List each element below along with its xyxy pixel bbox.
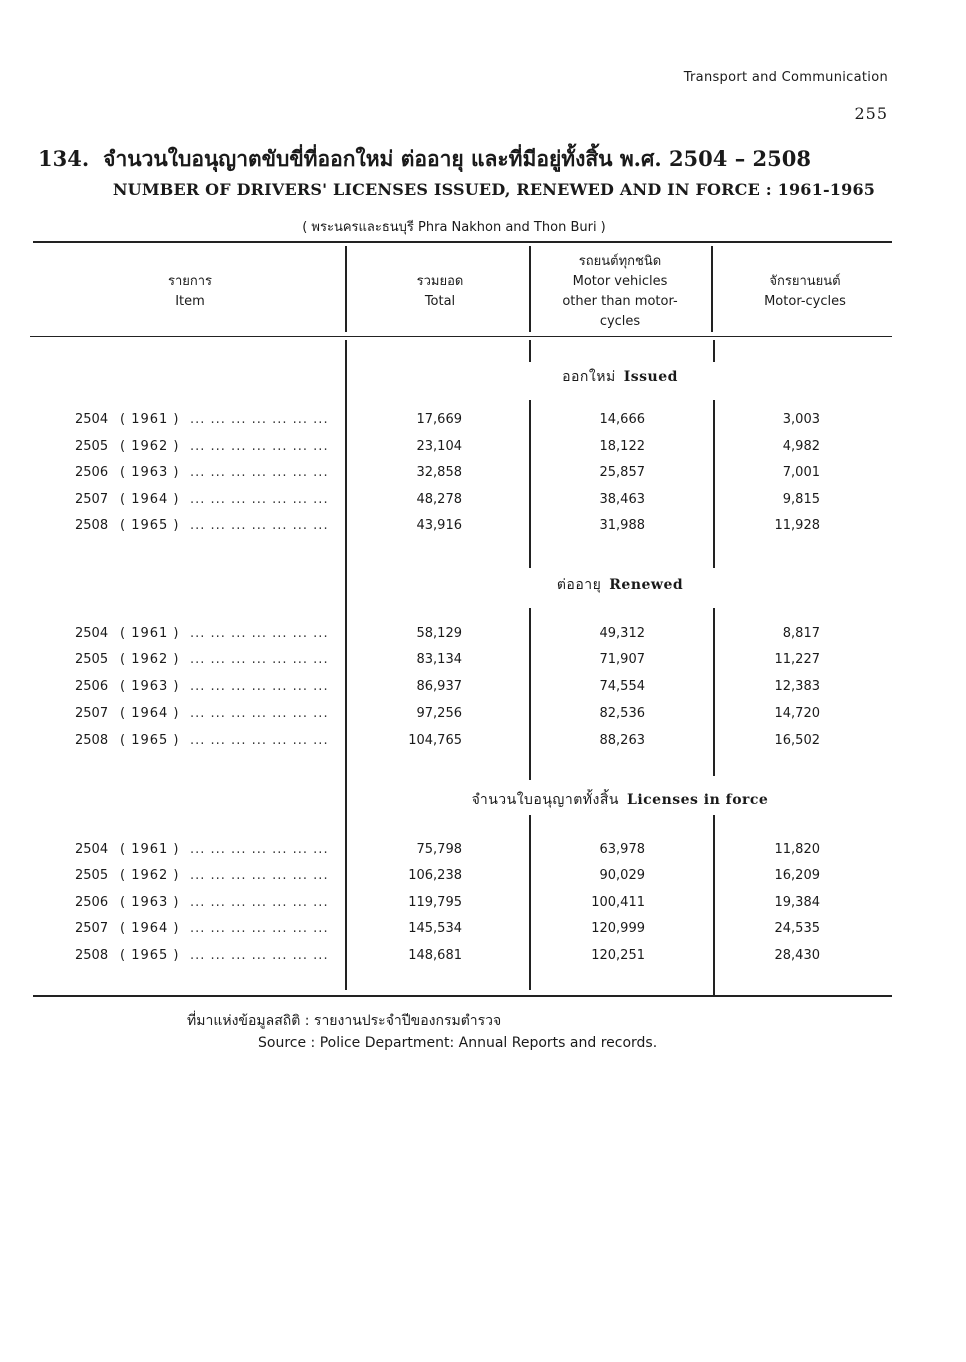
cell-motor-vehicles: 120,999 [591,921,645,936]
cell-motor-cycles: 8,817 [782,626,820,641]
column-header-motor-english-2: other than motor- [562,294,678,309]
column-header-cycles-thai: จักรยานยนต์ [769,274,841,289]
leader-dots: ... ... ... ... ... ... ... [190,868,329,883]
leader-dots: ... ... ... ... ... ... ... [190,465,329,480]
year-english: ( 1962 ) [120,652,180,667]
table-row [0,733,966,755]
cell-motor-vehicles: 25,857 [599,465,645,480]
column-header-total [370,272,510,312]
table-row [0,412,966,434]
section-label-in-force-english: Licenses in force [626,792,769,808]
year-thai: 2508 [75,518,109,533]
column-header-motor-english-3: cycles [599,314,641,329]
leader-dots: ... ... ... ... ... ... ... [190,652,329,667]
cell-motor-vehicles: 63,978 [599,842,645,857]
cell-motor-vehicles: 120,251 [591,948,645,963]
table-row [0,679,966,701]
year-thai: 2504 [75,412,109,427]
leader-dots: ... ... ... ... ... ... ... [190,733,329,748]
cell-motor-cycles: 19,384 [774,895,820,910]
table-top-rule [33,241,892,243]
cell-motor-cycles: 16,502 [774,733,820,748]
table-row [0,518,966,540]
year-thai: 2506 [75,679,109,694]
column-divider-1 [345,246,347,332]
table-row [0,868,966,890]
table-title-english: NUMBER OF DRIVERS' LICENSES ISSUED, RENEWED AND IN FORCE : 1961-1965 [112,180,876,199]
cell-total: 83,134 [416,652,462,667]
year-english: ( 1961 ) [120,842,180,857]
table-row [0,948,966,970]
cell-motor-cycles: 7,001 [782,465,820,480]
cell-total: 86,937 [416,679,462,694]
table-row [0,439,966,461]
year-english: ( 1962 ) [120,868,180,883]
cell-motor-cycles: 11,227 [774,652,820,667]
year-english: ( 1965 ) [120,948,180,963]
section-header: Transport and Communication [683,70,888,85]
cell-motor-vehicles: 74,554 [599,679,645,694]
page-number: 255 [854,104,888,123]
cell-total: 48,278 [416,492,462,507]
section-label-renewed [480,574,760,596]
source-note-english: Source : Police Department: Annual Reports and records. [258,1035,658,1051]
column-divider-3-body [713,340,715,362]
cell-motor-cycles: 11,820 [774,842,820,857]
year-thai: 2505 [75,652,109,667]
year-thai: 2506 [75,465,109,480]
cell-total: 106,238 [408,868,462,883]
cell-motor-cycles: 24,535 [774,921,820,936]
year-thai: 2504 [75,842,109,857]
leader-dots: ... ... ... ... ... ... ... [190,626,329,641]
cell-motor-vehicles: 31,988 [599,518,645,533]
table-bottom-rule [33,995,892,997]
section-label-issued-thai: ออกใหม่ [562,369,616,385]
source-note-thai: ที่มาแห่งข้อมูลสถิติ : รายงานประจำปีของกรมตำรวจ [187,1013,502,1029]
cell-motor-vehicles: 88,263 [599,733,645,748]
section-label-renewed-english: Renewed [609,577,684,593]
year-english: ( 1965 ) [120,733,180,748]
column-divider-2-body [529,340,531,362]
column-divider-2 [529,246,531,332]
cell-motor-cycles: 28,430 [774,948,820,963]
year-english: ( 1962 ) [120,439,180,454]
cell-motor-vehicles: 71,907 [599,652,645,667]
table-row [0,465,966,487]
table-row [0,652,966,674]
cell-motor-cycles: 14,720 [774,706,820,721]
table-row [0,626,966,648]
year-thai: 2508 [75,948,109,963]
column-header-total-english: Total [424,294,456,309]
cell-motor-cycles: 16,209 [774,868,820,883]
cell-motor-vehicles: 49,312 [599,626,645,641]
column-header-item-thai: รายการ [167,274,213,289]
year-english: ( 1964 ) [120,706,180,721]
column-divider-3 [711,246,713,332]
table-subtitle: ( พระนครและธนบุรี Phra Nakhon and Thon Buri ) [302,220,606,235]
cell-total: 97,256 [416,706,462,721]
year-thai: 2504 [75,626,109,641]
leader-dots: ... ... ... ... ... ... ... [190,895,329,910]
cell-motor-cycles: 3,003 [782,412,820,427]
section-label-issued-english: Issued [623,369,678,385]
column-header-motor-cycles [725,272,885,312]
leader-dots: ... ... ... ... ... ... ... [190,492,329,507]
cell-total: 43,916 [416,518,462,533]
column-header-total-thai: รวมยอด [416,274,464,289]
year-thai: 2505 [75,439,109,454]
section-label-in-force [440,789,800,811]
table-title-thai [38,143,898,176]
cell-motor-vehicles: 82,536 [599,706,645,721]
table-row [0,842,966,864]
cell-motor-cycles: 12,383 [774,679,820,694]
column-header-motor-thai: รถยนต์ทุกชนิด [578,254,662,269]
column-header-item-english: Item [175,294,205,309]
cell-total: 17,669 [416,412,462,427]
year-english: ( 1963 ) [120,465,180,480]
cell-motor-vehicles: 18,122 [599,439,645,454]
leader-dots: ... ... ... ... ... ... ... [190,706,329,721]
table-row [0,706,966,728]
cell-total: 23,104 [416,439,462,454]
year-thai: 2507 [75,706,109,721]
year-english: ( 1964 ) [120,921,180,936]
cell-motor-vehicles: 38,463 [599,492,645,507]
cell-total: 119,795 [408,895,462,910]
leader-dots: ... ... ... ... ... ... ... [190,439,329,454]
column-header-item [110,272,270,312]
table-row [0,492,966,514]
cell-total: 75,798 [416,842,462,857]
year-english: ( 1963 ) [120,679,180,694]
leader-dots: ... ... ... ... ... ... ... [190,921,329,936]
year-english: ( 1965 ) [120,518,180,533]
year-english: ( 1963 ) [120,895,180,910]
year-english: ( 1961 ) [120,412,180,427]
year-thai: 2507 [75,492,109,507]
cell-total: 104,765 [408,733,462,748]
leader-dots: ... ... ... ... ... ... ... [190,412,329,427]
column-header-motor-vehicles [540,252,700,332]
cell-motor-cycles: 11,928 [774,518,820,533]
column-header-cycles-english: Motor-cycles [764,294,846,309]
cell-motor-vehicles: 100,411 [591,895,645,910]
section-label-in-force-thai: จำนวนใบอนุญาตทั้งสิ้น [471,792,619,808]
leader-dots: ... ... ... ... ... ... ... [190,518,329,533]
column-header-motor-english-1: Motor vehicles [572,274,668,289]
year-english: ( 1961 ) [120,626,180,641]
section-label-renewed-thai: ต่ออายุ [556,577,602,593]
table-number: 134. [38,146,90,171]
cell-motor-vehicles: 14,666 [599,412,645,427]
cell-total: 145,534 [408,921,462,936]
year-thai: 2507 [75,921,109,936]
title-thai-text: จำนวนใบอนุญาตขับขี่ที่ออกใหม่ ต่ออายุ และที่มีอยู่ทั้งสิ้น พ.ศ. 2504 – 2508 [103,146,811,171]
leader-dots: ... ... ... ... ... ... ... [190,842,329,857]
year-thai: 2505 [75,868,109,883]
table-row [0,895,966,917]
year-thai: 2508 [75,733,109,748]
cell-total: 32,858 [416,465,462,480]
section-label-issued [480,366,760,388]
cell-motor-cycles: 4,982 [782,439,820,454]
cell-total: 58,129 [416,626,462,641]
cell-motor-vehicles: 90,029 [599,868,645,883]
cell-motor-cycles: 9,815 [782,492,820,507]
year-english: ( 1964 ) [120,492,180,507]
header-bottom-rule [30,336,892,337]
leader-dots: ... ... ... ... ... ... ... [190,679,329,694]
year-thai: 2506 [75,895,109,910]
cell-total: 148,681 [408,948,462,963]
leader-dots: ... ... ... ... ... ... ... [190,948,329,963]
table-row [0,921,966,943]
